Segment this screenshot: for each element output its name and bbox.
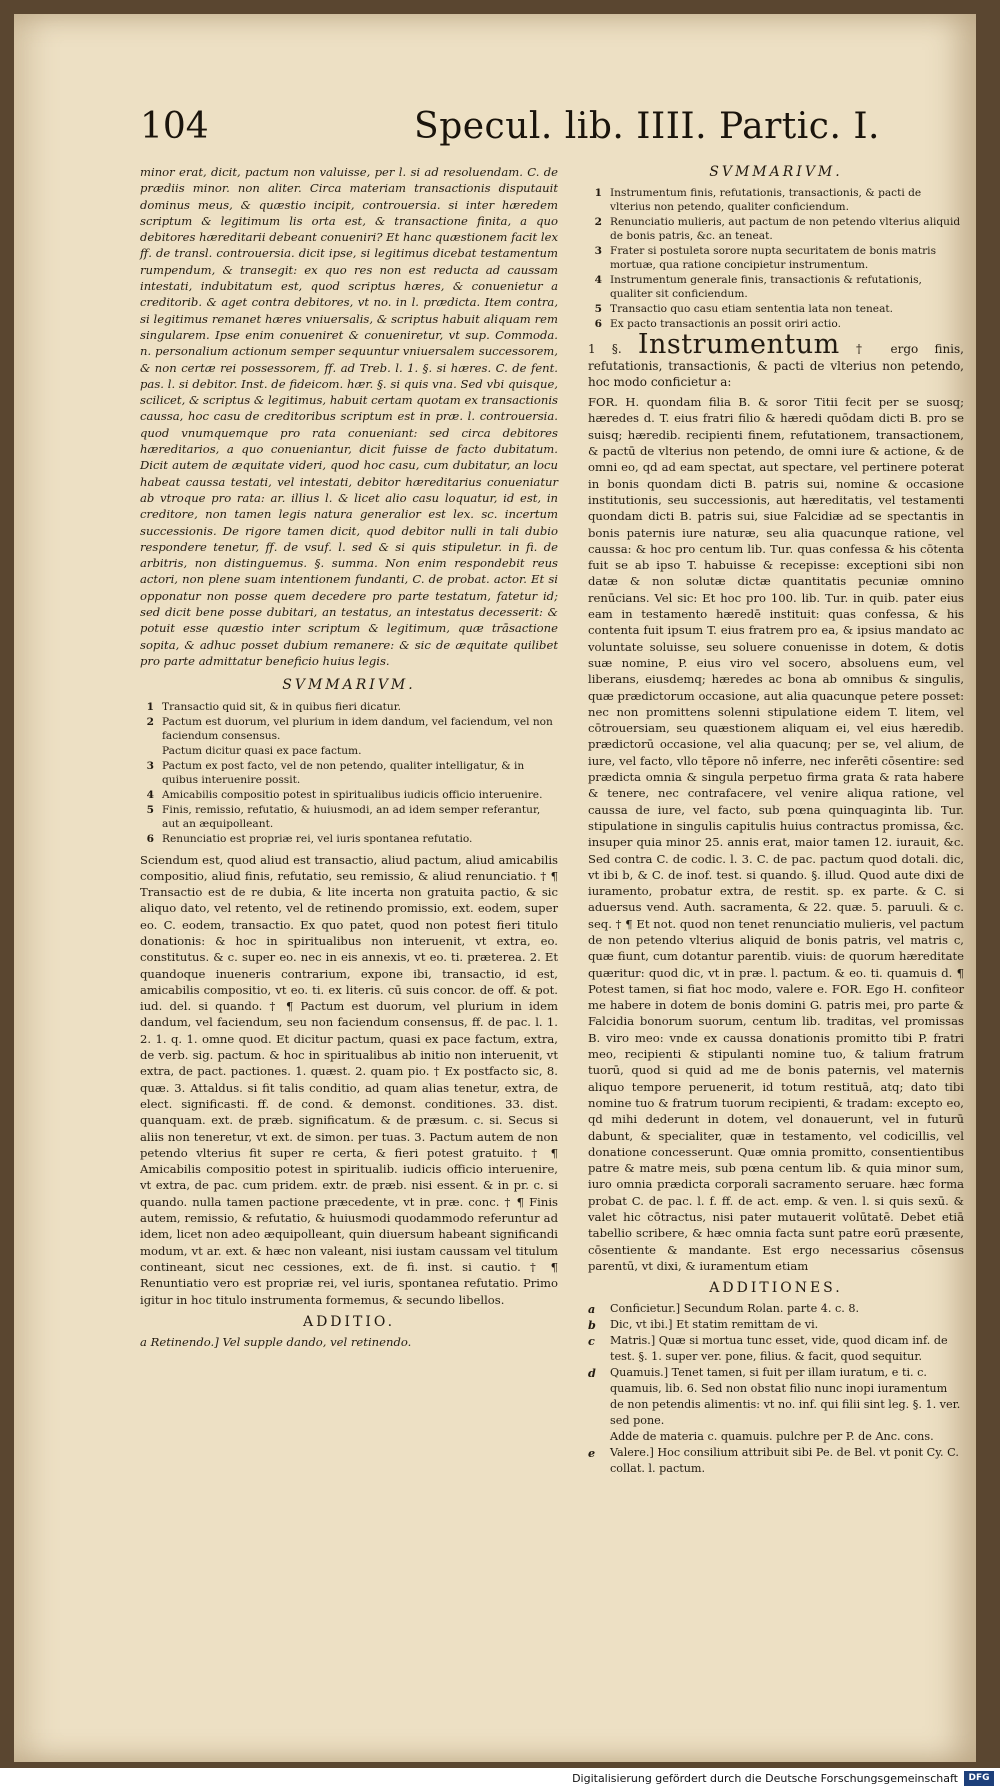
left-summary-title: SVMMARIVM.	[282, 677, 416, 694]
summary-item	[140, 759, 558, 787]
additio-item	[588, 1317, 964, 1333]
additio-text: Adde de materia c. quamuis. pulchre per P. de Anc. cons.	[610, 1429, 934, 1443]
summary-item	[140, 788, 558, 802]
summary-item-number: 2	[146, 715, 154, 728]
right-additiones-list	[588, 1301, 964, 1477]
additio-letter: b	[588, 1317, 596, 1332]
additio-letter: d	[588, 1365, 596, 1380]
summary-item-text: Frater si postuleta sorore nupta securitatem de bonis matris mortuæ, qua ratione concipietur instrumentum.	[610, 245, 937, 272]
right-main-text: FOR. H. quondam filia B. & soror Titii fecit per se suosq; hæredes d. T. eius fratri filio & hæredi quōdam dicti B. pro se suisq; hæredib. recipienti finem, refutationem, transactionem, & pactū de vlterius non petendo, de omni iure & actione, & de omni eo, qd ad eam spectat, aut spectare, vel pertinere poterat in bonis quondam dicti B. patris sui, nomine & occasione institutionis, seu successionis, aut hæreditatis, vel testamenti quondam dicti B. patris sui, siue Falcidiæ ad se spectantis in bonis paternis iure naturæ, seu alia quacunque ratione, vel caussa: & hoc pro centum lib. Tur. quas confessa & his cōtenta fuit se ab ipso T. habuisse & recepisse: exceptioni sibi non datæ & non solutæ dictæ quantitatis pecuniæ omnino renūcians. Vel sic: Et hoc pro 100. lib. Tur. in quib. pater eius eam in testamento hæredē instituit: quas confessa, & his contenta fuit ipsum T. eius fratrem pro ea, & ipsius mandato ac voluntate soluisse, seu soluere conuenisse in dotem, & dotis suæ nomine, P. eius viro vel socero, absoluens eum, vel liberans, eiusdemq; hæredes ac bona ab omnibus & singulis, quæ prædictorum occasione, aut alia quacunque petere posset: nec non promittens solenni stipulatione eidem T. litem, vel cōtrouersiam, seu quæstionem aliquam ei, vel eius hæredib. prædictorū occasione, vel alia quacunq; per se, vel alium, de iure, vel facto, vllo tēpore nō inferre, nec inferēti cōsentire: sed prædicta omnia & singula perpetuo firma grata & rata habere & tenere, nec contrafacere, vel venire aliqua ratione, vel caussa de iure, vel facto, sub pœna quinquaginta lib. Tur. stipulatione in singulis capitulis huius contractus promissa, &c. insuper quia minor 25. annis erat, maior tamen 12. iurauit, &c. Sed contra C. de codic. l. 3. C. de pac. pactum quod dotali. dic, vt ibi b, & C. de inof. test. si quando. §. illud. Quod aute dixi de iuramento, probatur extra, de restit. sp. ex parte. & C. si aduersus vend. Auth. sacramenta, & 22. quæ. 5. paruuli. & c. seq. † ¶ Et not. quod non tenet renunciatio mulieris, vel pactum de non petendo vlterius aliquid de bonis patris, vel matris c, quæ fiunt, cum dotantur parentib. viuis: de quorum hæreditate quæritur: quod dic, vt in præ. l. pactum. & eo. ti. quamuis d. ¶ Potest tamen, si fiat hoc modo, valere e. FOR. Ego H. confiteor me habere in dotem de bonis domini G. patris mei, pro parte & Falcidia bonorum suorum, centum lib. traditas, vel promissas B. viro meo: vnde ex caussa donationis promitto tibi P. fratri meo, recipienti & stipulanti nomine tuo, & talium fratrum tuorū, quod si quid ad me de bonis paternis, vel maternis aliquo tempore peruenerit, id totum restituā, atq; dato tibi nomine tuo & fratrum tuorum recipienti, & tradam: excepto eo, qd mihi dederunt in dotem, vel donauerunt, vel in futurū dabunt, & specialiter, quæ in testamento, vel codicillis, vel donatione concesserunt. Quæ omnia promitto, consentientibus patre & matre meis, sub pœna centum lib. & quia minor sum, iuro omnia prædicta corporali sacramento seruare. hæc forma probat C. de pac. l. f. ff. de act. emp. & ven. l. si quis sexū. & valet hic cōtractus, nisi pater mutauerit volūtatē. Debet etiā tabellio scribere, & hæc omnia facta sunt patre eorū præsente, cōsentiente & mandante. Est ergo necessarius cōsensus parentū, vt dixi, & iuramentum etiam	[588, 395, 964, 1273]
digitization-footer	[0, 1768, 1000, 1790]
additio-item	[588, 1429, 964, 1445]
page-number: 104	[140, 106, 209, 147]
running-title: Specul. lib. IIII. Partic. I.	[414, 106, 880, 147]
additio-item	[588, 1445, 964, 1477]
summary-item-text: Instrumentum finis, refutationis, transactionis, & pacti de vlterius non petendo, qualiter conficiendum.	[610, 187, 922, 214]
summary-item-text: Amicabilis compositio potest in spiritualibus iudicis officio interuenire.	[162, 788, 543, 801]
summary-item-text: Finis, remissio, refutatio, & huiusmodi, an ad idem semper referantur, aut an æquipolleant.	[162, 803, 541, 830]
section-lead	[588, 329, 964, 390]
right-summary-list	[588, 186, 964, 331]
left-additio-title: ADDITIO.	[302, 1313, 396, 1330]
summary-item-number: 3	[594, 245, 602, 258]
summary-item-text: Renunciatio mulieris, aut pactum de non petendo vlterius aliquid de bonis patris, &c. an teneat.	[610, 216, 961, 243]
additio-letter: a	[588, 1301, 596, 1316]
summary-item	[140, 744, 558, 758]
summary-item	[588, 302, 964, 316]
summary-item	[588, 244, 964, 272]
additio-text: Conficietur.] Secundum Rolan. parte 4. c. 8.	[610, 1301, 860, 1315]
right-additiones-title: ADDITIONES.	[709, 1280, 843, 1297]
additio-text: Quamuis.] Tenet tamen, si fuit per illam iuratum, e ti. c. quamuis, lib. 6. Sed non obstat filio nunc inopi iuramentum de non petendis alimentis: vt no. inf. qui filii sint leg. §. 1. ver. sed pone.	[610, 1365, 961, 1427]
additio-item	[588, 1333, 964, 1365]
summary-item-number: 6	[594, 318, 602, 331]
summary-item	[140, 700, 558, 714]
summary-item	[588, 215, 964, 243]
left-main-text: Sciendum est, quod aliud est transactio, aliud pactum, aliud amicabilis compositio, aliud finis, refutatio, seu remissio, & aliud renunciatio. † ¶ Transactio est de re dubia, & lite incerta non gratuita pactio, & sic aliquo dato, vel retento, vel de retinendo promissio, ext. eodem, super eo. C. eodem, transactio. Ex quo patet, quod non potest fieri titulo donationis: & hoc in spiritualibus non interuenit, vt extra, eo. constitutus. & c. super eo. nec in eis annexis, vt eo. ti. præterea. 2. Et quandoque inueneris contrarium, expone ibi, transactio, id est, amicabilis compositio, vt eo. ti. ex literis. cū suis concor. de off. & pot. iud. del. si quando. † ¶ Pactum est duorum, vel plurium in idem dandum, vel faciendum, seu non faciendum consensus, ff. de pac. l. 1. 2. 1. q. 1. omne quod. Et dicitur pactum, quasi ex pace factum, extra, de verb. sig. pactum. & hoc in spiritualibus ab initio non interuenit, vt extra, de pact. pactiones. 1. quæst. 2. quam pio. † Ex postfacto sic, 8. quæ. 3. Attaldus. si fit talis conditio, ad quam alias tenetur, extra, de elect. significasti. ff. de cond. & demonst. conditiones. 33. dist. quanquam. ext. de præb. significatum. & de præsum. c. si. Secus si aliis non teneretur, vt ext. de simon. per tuas. 3. Pactum autem de non petendo vlterius fit super re certa, & fieri potest gratuito. † ¶ Amicabilis compositio potest in spiritualib. iudicis officio interuenire, vt extra, de pac. cum pridem. extr. de præb. nisi essent. & in pr. c. si quando. nulla tamen pactione præcedente, vt in præ. conc. † ¶ Finis autem, remissio, & refutatio, & huiusmodi quodammodo referuntur ad idem, licet non adeo æquipolleant, quin diuersum habeant significandi modum, vt ar. ext. & hæc non valeant, nisi iustam caussam vel titulum contineant, sicut nec cessiones, ext. de fi. inst. si cautio. † ¶ Renuntiatio vero est propriæ rei, vel iuris, spontanea refutatio. Primo igitur in hoc titulo instrumenta formemus, & secundo libellos.	[140, 852, 558, 1307]
left-column	[140, 164, 558, 1354]
summary-item	[588, 186, 964, 214]
right-summary-title: SVMMARIVM.	[709, 164, 843, 180]
left-additio-note: a Retinendo.] Vel supple dando, vel retinendo.	[140, 1335, 412, 1350]
summary-item-number: 1	[594, 187, 602, 200]
additio-text: Dic, vt ibi.] Et statim remittam de vi.	[610, 1317, 819, 1331]
page-header	[140, 106, 940, 166]
summary-item-text: Instrumentum generale finis, transactionis & refutationis, qualiter sit conficiendum.	[610, 274, 922, 301]
additio-text: Matris.] Quæ si mortua tunc esset, vide, quod dicam inf. de test. §. 1. super ver. pone, filius. & facit, quod sequitur.	[610, 1333, 948, 1363]
additio-item	[588, 1365, 964, 1429]
dfg-logo: DFG	[964, 1771, 994, 1786]
summary-item-text: Renunciatio est propriæ rei, vel iuris spontanea refutatio.	[162, 832, 473, 845]
summary-item-text: Pactum ex post facto, vel de non petendo, qualiter intelligatur, & in quibus interuenire possit.	[162, 759, 525, 786]
section-lead-rest: † ergo finis, refutationis, transactionis, & pacti de vlterius non petendo, hoc modo conficietur a:	[588, 342, 964, 389]
summary-item-number: 4	[146, 788, 154, 801]
left-commentary-top: minor erat, dicit, pactum non valuisse, per l. si ad resoluendam. C. de prædiis minor. non aliter. Circa materiam transactionis disputauit dominus meus, & quæstio incipit, controuersia. si inter hæredem scriptum & legitimum lis orta est, & transactione finita, a quo debitores hæreditarii debeant conueniri? Et hanc quæstionem facit lex ff. de transl. controuersia. dicit ipse, si legitimus dicebat testamentum rumpendum, & transegit: ex quo res non est reducta ad caussam intestati, indubitatum est, quod scriptus hæres, & conuenietur a creditorib. & aget contra debitores, vt no. in l. prædicta. Item contra, si legitimus remanet hæres vniuersalis, & scriptus habuit aliquam rem singularem. Ipse enim conueniret & conueniretur, vt sup. Commoda. n. personalium actionum semper sequuntur vniuersalem successorem, & non certæ rei possessorem, ff. ad Treb. l. 1. §. si hæres. C. de fent. pas. l. si debitor. Inst. de fideicom. hær. §. si quis vna. Sed vbi quisque, scilicet, & scriptus & legitimus, habuit certam quotam ex transactionis caussa, hoc casu de creditoribus scriptum est in præ. l. controuersia. quod vnumquemque pro rata conueniant: sed circa debitores hæreditarios, a quo conueniantur, dicit fuisse de facto dubitatum. Dicit autem de æquitate videri, quod hoc casu, cum dubitatur, an locu habeat caussa testati, vel intestati, debitor hæreditarius conueniatur ab vtroque pro rata: ar. illius l. & licet alio casu loquatur, id est, in creditore, non tamen legis natura generalior est lex. sc. incertum successionis. De rigore tamen dicit, quod debitor nulli in tali dubio respondere tenetur, ff. de vsuf. l. sed & si quis stipuletur. in fi. de arbitris, non distinguemus. §. summa. Non enim respondebit reus actori, non plene suam intentionem fundanti, C. de probat. actor. Et si opponatur non posse quem decedere pro parte testatum, fatetur id; sed dicit bene posse dubitari, an testatus, an intestatus decesserit: & potuit esse quæstio inter scriptum & legitimum, quæ trāsactione sopita, & adhuc posset dubium remanere: & sic de æquitate quilibet pro parte admittatur beneficio huius legis.	[140, 165, 558, 668]
summary-item-number: 5	[146, 803, 154, 816]
left-summary-list	[140, 700, 558, 846]
summary-item	[140, 832, 558, 846]
footer-credit: Digitalisierung gefördert durch die Deutsche Forschungsgemeinschaft	[572, 1772, 958, 1785]
summary-item-text: Ex pacto transactionis an possit oriri actio.	[610, 318, 841, 331]
additio-letter	[588, 1429, 600, 1445]
book-page	[14, 14, 976, 1762]
summary-item-number: 5	[594, 303, 602, 316]
summary-item	[140, 803, 558, 831]
additio-item	[588, 1301, 964, 1317]
additio-letter: e	[588, 1445, 596, 1460]
summary-item	[588, 273, 964, 301]
summary-item-number: 1	[146, 700, 154, 713]
summary-item	[140, 715, 558, 743]
summary-item-text: Pactum dicitur quasi ex pace factum.	[162, 744, 362, 757]
summary-item-number: 3	[146, 759, 154, 772]
summary-item-number	[140, 744, 154, 758]
summary-item-number: 4	[594, 274, 602, 287]
section-lead-word: Instrumentum	[637, 329, 840, 361]
summary-item-text: Pactum est duorum, vel plurium in idem dandum, vel faciendum, vel non faciendum consensus.	[162, 715, 553, 742]
summary-item-number: 2	[594, 216, 602, 229]
summary-item-text: Transactio quo casu etiam sententia lata non teneat.	[610, 303, 894, 316]
additio-text: Valere.] Hoc consilium attribuit sibi Pe. de Bel. vt ponit Cy. C. collat. l. pactum.	[610, 1445, 959, 1475]
right-column	[588, 164, 964, 1477]
section-number: 1 §.	[588, 342, 622, 357]
additio-letter: c	[588, 1333, 595, 1348]
summary-item-number: 6	[146, 832, 154, 845]
summary-item-text: Transactio quid sit, & in quibus fieri dicatur.	[162, 700, 402, 713]
